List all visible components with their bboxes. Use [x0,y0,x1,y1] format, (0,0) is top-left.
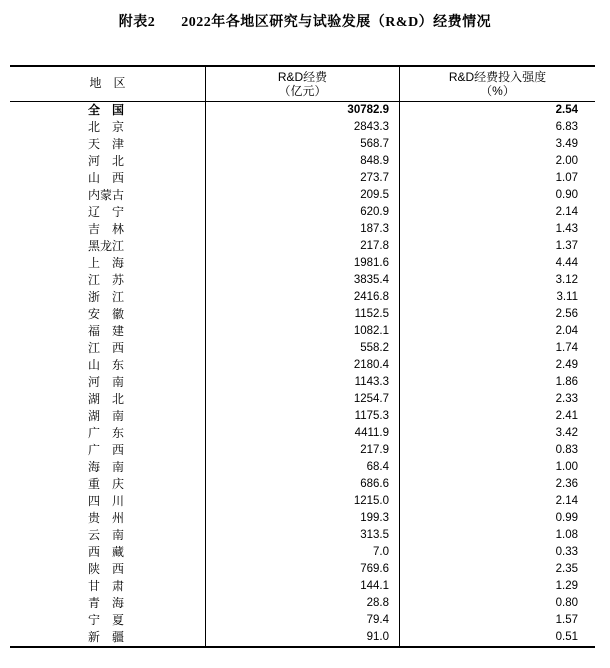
intensity-cell: 2.56 [399,306,595,323]
table-row [10,578,595,595]
rd-expenditure-cell: 217.9 [205,442,399,459]
region-cell: 海 南 [88,460,125,474]
table-row [10,510,595,527]
table-row [10,476,595,493]
table-row [10,544,595,561]
intensity-cell: 1.43 [399,221,595,238]
table-header-row [10,67,595,102]
rd-expenditure-table [10,65,595,648]
region-cell: 湖 南 [88,409,125,423]
table-row [10,340,595,357]
intensity-cell: 6.83 [399,119,595,136]
region-cell: 全 国 [88,103,125,117]
rd-expenditure-cell: 4411.9 [205,425,399,442]
rd-expenditure-cell: 2180.4 [205,357,399,374]
rd-expenditure-cell: 558.2 [205,340,399,357]
table-row [10,272,595,289]
table-row [10,255,595,272]
region-cell: 青 海 [88,596,125,610]
region-cell: 辽 宁 [88,205,125,219]
intensity-cell: 3.12 [399,272,595,289]
region-cell: 黑龙江 [88,239,125,253]
region-cell: 陕 西 [88,562,125,576]
region-cell: 浙 江 [88,290,125,304]
region-cell: 吉 林 [88,222,125,236]
header-rd-expenditure-title: R&D经费 [277,70,328,84]
region-cell: 福 建 [88,324,125,338]
table-row [10,238,595,255]
table-row [10,612,595,629]
rd-expenditure-cell: 686.6 [205,476,399,493]
intensity-cell: 2.49 [399,357,595,374]
table-row [10,527,595,544]
rd-expenditure-cell: 2416.8 [205,289,399,306]
table-row [10,170,595,187]
rd-expenditure-cell: 144.1 [205,578,399,595]
header-rd-expenditure [205,67,399,101]
intensity-cell: 2.35 [399,561,595,578]
intensity-cell: 1.08 [399,527,595,544]
intensity-cell: 1.86 [399,374,595,391]
intensity-cell: 2.04 [399,323,595,340]
table-row [10,306,595,323]
rd-expenditure-cell: 620.9 [205,204,399,221]
intensity-cell: 2.33 [399,391,595,408]
table-row [10,119,595,136]
intensity-cell: 0.83 [399,442,595,459]
rd-expenditure-cell: 68.4 [205,459,399,476]
intensity-cell: 3.42 [399,425,595,442]
region-cell: 上 海 [88,256,125,270]
header-rd-expenditure-unit: （亿元） [278,84,327,98]
table-row [10,357,595,374]
rd-expenditure-cell: 209.5 [205,187,399,204]
region-cell: 重 庆 [88,477,125,491]
table-row [10,102,595,119]
intensity-cell: 1.29 [399,578,595,595]
intensity-cell: 2.14 [399,493,595,510]
table-row [10,459,595,476]
region-cell: 山 东 [88,358,125,372]
intensity-cell: 2.36 [399,476,595,493]
intensity-cell: 3.11 [399,289,595,306]
region-cell: 云 南 [88,528,125,542]
intensity-cell: 0.99 [399,510,595,527]
rd-expenditure-cell: 91.0 [205,629,399,646]
table-row [10,153,595,170]
rd-expenditure-cell: 217.8 [205,238,399,255]
rd-expenditure-cell: 7.0 [205,544,399,561]
rd-expenditure-cell: 1215.0 [205,493,399,510]
table-row [10,136,595,153]
rd-expenditure-cell: 848.9 [205,153,399,170]
table-row [10,391,595,408]
region-cell: 四 川 [88,494,125,508]
region-cell: 新 疆 [88,630,125,644]
table-row [10,323,595,340]
rd-expenditure-cell: 3835.4 [205,272,399,289]
intensity-cell: 0.33 [399,544,595,561]
region-cell: 甘 肃 [88,579,125,593]
table-row [10,493,595,510]
region-cell: 湖 北 [88,392,125,406]
region-cell: 宁 夏 [88,613,125,627]
region-cell: 西 藏 [88,545,125,559]
region-cell: 河 南 [88,375,125,389]
rd-expenditure-cell: 1152.5 [205,306,399,323]
table-body [10,102,595,646]
region-cell: 河 北 [88,154,125,168]
header-region: 地 区 [89,76,126,90]
rd-expenditure-cell: 273.7 [205,170,399,187]
intensity-cell: 2.41 [399,408,595,425]
intensity-cell: 1.74 [399,340,595,357]
intensity-cell: 1.00 [399,459,595,476]
table-title-text: 2022年各地区研究与试验发展（R&D）经费情况 [181,15,492,30]
intensity-cell: 3.49 [399,136,595,153]
region-cell: 贵 州 [88,511,125,525]
rd-expenditure-cell: 187.3 [205,221,399,238]
rd-expenditure-cell: 1143.3 [205,374,399,391]
intensity-cell: 1.07 [399,170,595,187]
intensity-cell: 1.57 [399,612,595,629]
region-cell: 山 西 [88,171,125,185]
intensity-cell: 1.37 [399,238,595,255]
table-row [10,442,595,459]
region-cell: 天 津 [88,137,125,151]
intensity-cell: 4.44 [399,255,595,272]
rd-expenditure-cell: 199.3 [205,510,399,527]
intensity-cell: 0.80 [399,595,595,612]
rd-expenditure-cell: 769.6 [205,561,399,578]
table-row [10,221,595,238]
table-row [10,629,595,646]
table-row [10,289,595,306]
rd-expenditure-cell: 30782.9 [205,102,399,119]
header-intensity [399,67,595,101]
rd-expenditure-cell: 1981.6 [205,255,399,272]
table-number-label: 附表2 [118,15,156,30]
rd-expenditure-cell: 79.4 [205,612,399,629]
table-row [10,374,595,391]
rd-expenditure-cell: 1082.1 [205,323,399,340]
header-intensity-unit: （%） [480,84,515,98]
table-row [10,425,595,442]
rd-expenditure-cell: 313.5 [205,527,399,544]
table-row [10,408,595,425]
intensity-cell: 2.54 [399,102,595,119]
region-cell: 广 东 [88,426,125,440]
region-cell: 江 西 [88,341,125,355]
page-title [0,14,610,32]
rd-expenditure-cell: 2843.3 [205,119,399,136]
rd-expenditure-cell: 1175.3 [205,408,399,425]
region-cell: 安 徽 [88,307,125,321]
rd-expenditure-cell: 1254.7 [205,391,399,408]
header-intensity-title: R&D经费投入强度 [448,70,547,84]
region-cell: 北 京 [88,120,125,134]
rd-expenditure-cell: 568.7 [205,136,399,153]
table-row [10,595,595,612]
table-row [10,561,595,578]
rd-expenditure-cell: 28.8 [205,595,399,612]
intensity-cell: 2.00 [399,153,595,170]
region-cell: 江 苏 [88,273,125,287]
table-row [10,204,595,221]
intensity-cell: 2.14 [399,204,595,221]
region-cell: 广 西 [88,443,125,457]
region-cell: 内蒙古 [88,188,125,202]
intensity-cell: 0.90 [399,187,595,204]
intensity-cell: 0.51 [399,629,595,646]
table-row [10,187,595,204]
